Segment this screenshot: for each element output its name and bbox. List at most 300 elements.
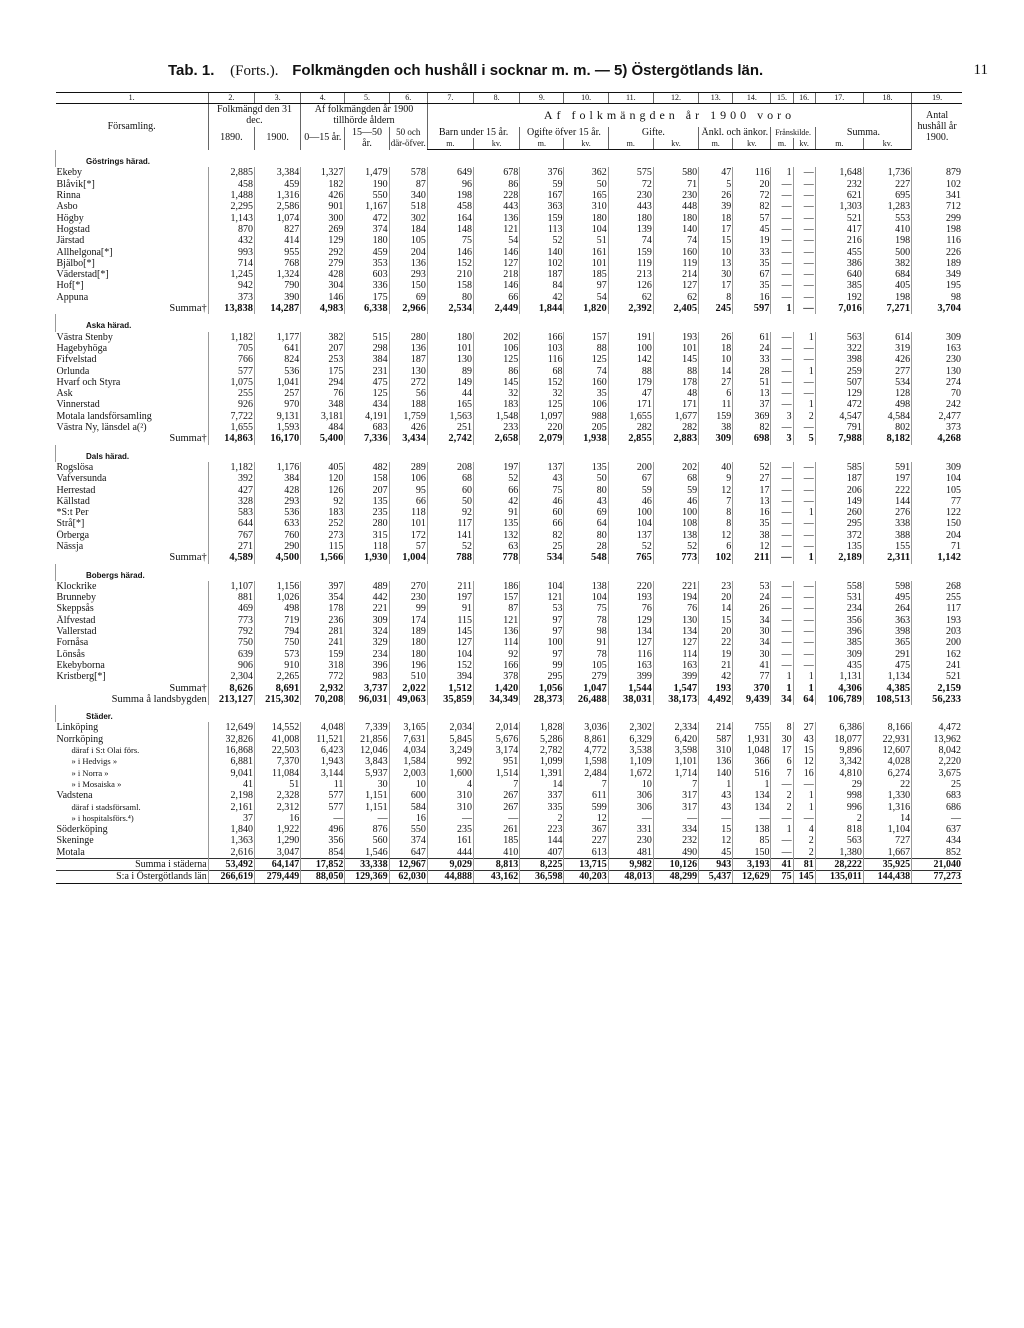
table-cell: 136 bbox=[699, 756, 733, 767]
table-cell: 396 bbox=[345, 660, 389, 671]
parish-name: Västra Ny, länsdel a(²) bbox=[56, 422, 147, 434]
table-cell: 86 bbox=[474, 366, 520, 377]
table-cell: — bbox=[793, 377, 815, 388]
table-cell: 232 bbox=[815, 179, 863, 190]
table-cell: — bbox=[771, 213, 793, 224]
table-cell: — bbox=[793, 247, 815, 258]
table-cell: 1,156 bbox=[254, 581, 300, 592]
table-cell: — bbox=[345, 813, 389, 824]
table-cell: 108 bbox=[653, 518, 698, 529]
table-cell: 392 bbox=[208, 473, 254, 484]
table-cell: 394 bbox=[427, 671, 473, 682]
table-cell: 1,714 bbox=[653, 768, 698, 779]
parish-name: Ekeby bbox=[56, 167, 83, 179]
table-row bbox=[56, 835, 963, 846]
table-cell: 21,856 bbox=[345, 734, 389, 745]
table-cell: 280 bbox=[345, 518, 389, 529]
section-heading: Städer. bbox=[56, 705, 963, 722]
table-cell: 335 bbox=[520, 802, 564, 813]
table-cell: 183 bbox=[474, 399, 520, 410]
table-cell: 46 bbox=[653, 496, 698, 507]
table-cell: 137 bbox=[520, 462, 564, 473]
table-cell: 220 bbox=[608, 581, 653, 592]
parish-name: » i Norra » bbox=[71, 767, 109, 778]
table-cell: 2 bbox=[520, 813, 564, 824]
table-cell: 146 bbox=[301, 292, 345, 303]
table-cell: 267 bbox=[474, 802, 520, 813]
table-cell: 163 bbox=[912, 343, 962, 354]
parish-name: Bjälbo[*] bbox=[56, 257, 95, 269]
table-cell: 7,271 bbox=[863, 303, 911, 314]
table-cell: 580 bbox=[653, 167, 698, 178]
table-cell: 105 bbox=[389, 235, 427, 246]
table-cell: — bbox=[771, 388, 793, 399]
table-cell: 13 bbox=[733, 388, 771, 399]
table-cell: 1 bbox=[771, 303, 793, 314]
table-cell: 647 bbox=[389, 847, 427, 859]
table-cell: 121 bbox=[474, 615, 520, 626]
table-cell: 1,134 bbox=[863, 671, 911, 682]
table-cell: 14 bbox=[863, 813, 911, 824]
table-cell: 60 bbox=[520, 507, 564, 518]
table-cell: 142 bbox=[608, 354, 653, 365]
table-cell: 115 bbox=[427, 615, 473, 626]
table-cell: 222 bbox=[863, 485, 911, 496]
table-cell: 66 bbox=[389, 496, 427, 507]
table-cell: 43,162 bbox=[474, 871, 520, 883]
table-cell: 27 bbox=[699, 377, 733, 388]
table-cell: 75 bbox=[427, 235, 473, 246]
table-cell: — bbox=[793, 422, 815, 433]
column-number: 16. bbox=[793, 93, 815, 104]
table-cell: 879 bbox=[912, 167, 962, 178]
parish-name: Klockrike bbox=[56, 580, 97, 592]
summary-row bbox=[56, 694, 963, 705]
parish-name: Ask bbox=[56, 388, 73, 400]
table-cell: 2,885 bbox=[208, 167, 254, 178]
table-cell: 319 bbox=[863, 343, 911, 354]
table-cell: 1,048 bbox=[733, 745, 771, 756]
table-cell: 47 bbox=[699, 167, 733, 178]
table-cell: 276 bbox=[863, 507, 911, 518]
table-cell: 398 bbox=[863, 626, 911, 637]
parish-name: Järstad bbox=[56, 235, 85, 247]
table-cell: 52 bbox=[520, 235, 564, 246]
table-cell: 255 bbox=[912, 592, 962, 603]
table-cell: 53,492 bbox=[208, 859, 254, 871]
table-cell: 53 bbox=[733, 581, 771, 592]
table-cell: 705 bbox=[208, 343, 254, 354]
table-cell: 102 bbox=[699, 552, 733, 563]
table-cell: 640 bbox=[815, 269, 863, 280]
table-row bbox=[56, 779, 963, 790]
table-cell: 144,438 bbox=[863, 871, 911, 883]
table-cell: 171 bbox=[653, 399, 698, 410]
table-cell: 125 bbox=[564, 354, 608, 365]
table-cell: 444 bbox=[427, 847, 473, 859]
table-cell: 29 bbox=[815, 779, 863, 790]
table-cell: 516 bbox=[733, 768, 771, 779]
table-cell: 599 bbox=[564, 802, 608, 813]
table-cell: 16 bbox=[389, 813, 427, 824]
table-row bbox=[56, 615, 963, 626]
table-cell: 1,391 bbox=[520, 768, 564, 779]
table-cell: 241 bbox=[301, 637, 345, 648]
table-cell: 3,598 bbox=[653, 745, 698, 756]
table-cell: 3,249 bbox=[427, 745, 473, 756]
table-cell: 2,265 bbox=[254, 671, 300, 682]
table-row bbox=[56, 280, 963, 291]
table-cell: 25 bbox=[520, 541, 564, 552]
table-cell: 374 bbox=[389, 835, 427, 846]
column-number: 4. bbox=[301, 93, 345, 104]
table-cell: 9,896 bbox=[815, 745, 863, 756]
table-cell: 498 bbox=[863, 399, 911, 410]
table-cell: 802 bbox=[863, 422, 911, 433]
table-cell: 678 bbox=[474, 167, 520, 178]
table-cell: 824 bbox=[254, 354, 300, 365]
table-cell: 20 bbox=[733, 179, 771, 190]
parish-name: Källstad bbox=[56, 495, 90, 507]
table-cell: — bbox=[793, 637, 815, 648]
table-cell: 213 bbox=[608, 269, 653, 280]
table-cell: — bbox=[771, 813, 793, 824]
table-cell: 26 bbox=[699, 332, 733, 343]
column-number: 2. bbox=[208, 93, 254, 104]
table-cell: 33,338 bbox=[345, 859, 389, 871]
table-cell: — bbox=[771, 592, 793, 603]
table-cell: 1,056 bbox=[520, 683, 564, 694]
table-cell: 3,047 bbox=[254, 847, 300, 859]
table-cell: 52 bbox=[733, 462, 771, 473]
table-cell: 22,503 bbox=[254, 745, 300, 756]
table-cell: 214 bbox=[699, 722, 733, 733]
table-cell: 127 bbox=[608, 637, 653, 648]
table-row bbox=[56, 541, 963, 552]
table-cell: 649 bbox=[427, 167, 473, 178]
table-cell: 498 bbox=[254, 603, 300, 614]
table-cell: 35,859 bbox=[427, 694, 473, 705]
table-cell: 2,449 bbox=[474, 303, 520, 314]
table-cell: 385 bbox=[815, 637, 863, 648]
table-cell: 230 bbox=[389, 592, 427, 603]
table-cell: 794 bbox=[254, 626, 300, 637]
table-cell: 264 bbox=[863, 603, 911, 614]
table-cell: — bbox=[771, 626, 793, 637]
table-cell: 24 bbox=[733, 592, 771, 603]
table-cell: 125 bbox=[474, 354, 520, 365]
table-cell: 21 bbox=[699, 660, 733, 671]
table-cell: 16,170 bbox=[254, 433, 300, 444]
table-cell: 598 bbox=[863, 581, 911, 592]
table-cell: 30 bbox=[733, 649, 771, 660]
table-cell: 573 bbox=[254, 649, 300, 660]
table-cell: 43 bbox=[793, 734, 815, 745]
parish-name: Fornåsa bbox=[56, 637, 89, 649]
table-cell: 136 bbox=[474, 626, 520, 637]
table-cell: 75 bbox=[564, 603, 608, 614]
table-cell: 146 bbox=[474, 247, 520, 258]
table-cell: 127 bbox=[653, 637, 698, 648]
table-cell: — bbox=[793, 269, 815, 280]
table-cell: 1,074 bbox=[254, 213, 300, 224]
table-cell: 15 bbox=[699, 615, 733, 626]
table-row bbox=[56, 343, 963, 354]
table-cell: 187 bbox=[815, 473, 863, 484]
table-cell: 19 bbox=[699, 649, 733, 660]
table-cell: 309 bbox=[345, 615, 389, 626]
table-cell: 190 bbox=[345, 179, 389, 190]
column-number: 15. bbox=[771, 93, 793, 104]
table-cell: 268 bbox=[912, 581, 962, 592]
table-cell: 329 bbox=[345, 637, 389, 648]
parish-name: Söderköping bbox=[56, 824, 108, 836]
table-cell: — bbox=[653, 813, 698, 824]
table-cell: 136 bbox=[389, 343, 427, 354]
table-cell: 97 bbox=[564, 280, 608, 291]
parish-name: Strå[*] bbox=[56, 518, 85, 530]
table-cell: 16,868 bbox=[208, 745, 254, 756]
table-cell: — bbox=[793, 541, 815, 552]
table-cell: 138 bbox=[653, 530, 698, 541]
table-cell: 7,988 bbox=[815, 433, 863, 444]
table-cell: 5,937 bbox=[345, 768, 389, 779]
table-cell: 8,691 bbox=[254, 683, 300, 694]
table-cell: — bbox=[793, 615, 815, 626]
table-cell: 119 bbox=[653, 258, 698, 269]
table-cell: 260 bbox=[815, 507, 863, 518]
table-cell: 25 bbox=[912, 779, 962, 790]
table-cell: 84 bbox=[520, 280, 564, 291]
table-cell: 121 bbox=[520, 592, 564, 603]
table-cell: 1 bbox=[793, 507, 815, 518]
table-cell: 1,938 bbox=[564, 433, 608, 444]
table-cell: — bbox=[771, 332, 793, 343]
table-cell: 282 bbox=[608, 422, 653, 433]
table-cell: 10 bbox=[608, 779, 653, 790]
table-cell: 714 bbox=[208, 258, 254, 269]
table-cell: 150 bbox=[389, 280, 427, 291]
table-cell: 310 bbox=[427, 790, 473, 801]
table-cell: 140 bbox=[653, 224, 698, 235]
table-cell: 510 bbox=[389, 671, 427, 682]
table-cell: 149 bbox=[427, 377, 473, 388]
table-cell: 5,676 bbox=[474, 734, 520, 745]
table-cell: 129,369 bbox=[345, 871, 389, 883]
table-cell: 8,182 bbox=[863, 433, 911, 444]
table-cell: 104 bbox=[564, 224, 608, 235]
table-cell: 38 bbox=[699, 422, 733, 433]
table-cell: 767 bbox=[208, 530, 254, 541]
male-header: m. bbox=[608, 138, 653, 150]
table-cell: 45 bbox=[699, 847, 733, 859]
table-cell: 74 bbox=[608, 235, 653, 246]
table-cell: 951 bbox=[474, 756, 520, 767]
table-cell: 459 bbox=[254, 179, 300, 190]
table-cell: 182 bbox=[301, 179, 345, 190]
table-cell: — bbox=[771, 399, 793, 410]
table-row bbox=[56, 824, 963, 835]
table-cell: 309 bbox=[912, 332, 962, 343]
table-cell: 306 bbox=[608, 790, 653, 801]
table-cell: 298 bbox=[345, 343, 389, 354]
table-cell: 1,563 bbox=[427, 411, 473, 422]
table-cell: — bbox=[793, 179, 815, 190]
table-cell: 16 bbox=[254, 813, 300, 824]
table-cell: 272 bbox=[389, 377, 427, 388]
header-forsamling: Församling. bbox=[107, 121, 156, 133]
table-cell: 269 bbox=[301, 224, 345, 235]
table-cell: 428 bbox=[301, 269, 345, 280]
table-cell: 378 bbox=[474, 671, 520, 682]
table-cell: 118 bbox=[389, 507, 427, 518]
table-cell: 410 bbox=[474, 847, 520, 859]
table-cell: 98 bbox=[912, 292, 962, 303]
table-cell: 356 bbox=[301, 835, 345, 846]
table-cell: 4,810 bbox=[815, 768, 863, 779]
table-cell: 18,077 bbox=[815, 734, 863, 745]
table-cell: 4,500 bbox=[254, 552, 300, 563]
table-cell: 180 bbox=[389, 649, 427, 660]
table-cell: — bbox=[771, 581, 793, 592]
table-cell: 135,011 bbox=[815, 871, 863, 883]
table-cell: 4,584 bbox=[863, 411, 911, 422]
table-cell: — bbox=[793, 779, 815, 790]
table-cell: 102 bbox=[520, 258, 564, 269]
table-cell: 54 bbox=[474, 235, 520, 246]
table-cell: 2,328 bbox=[254, 790, 300, 801]
table-cell: 207 bbox=[301, 343, 345, 354]
table-cell: 1,648 bbox=[815, 167, 863, 178]
table-cell: 4,048 bbox=[301, 722, 345, 733]
table-cell: 33 bbox=[733, 354, 771, 365]
table-cell: 8,042 bbox=[912, 745, 962, 756]
table-cell: 16 bbox=[733, 292, 771, 303]
table-cell: 12,967 bbox=[389, 859, 427, 871]
table-row bbox=[56, 399, 963, 410]
table-cell: 553 bbox=[863, 213, 911, 224]
table-cell: 367 bbox=[564, 824, 608, 835]
table-cell: 137 bbox=[608, 530, 653, 541]
parish-name: Motala landsförsamling bbox=[56, 410, 152, 422]
table-cell: — bbox=[771, 190, 793, 201]
parish-name: Hof[*] bbox=[56, 280, 84, 292]
table-cell: 536 bbox=[254, 507, 300, 518]
table-cell: 251 bbox=[427, 422, 473, 433]
table-cell: — bbox=[793, 354, 815, 365]
table-cell: 1,182 bbox=[208, 332, 254, 343]
table-cell: 155 bbox=[863, 541, 911, 552]
table-cell: 10 bbox=[699, 354, 733, 365]
table-cell: 317 bbox=[653, 790, 698, 801]
table-cell: 28,222 bbox=[815, 859, 863, 871]
table-cell: 2 bbox=[793, 835, 815, 846]
table-cell: 2,658 bbox=[474, 433, 520, 444]
table-cell: 338 bbox=[863, 518, 911, 529]
table-cell: 72 bbox=[733, 190, 771, 201]
table-cell: 4,772 bbox=[564, 745, 608, 756]
table-cell: 139 bbox=[608, 224, 653, 235]
table-cell: 105 bbox=[564, 660, 608, 671]
table-cell: 179 bbox=[608, 377, 653, 388]
table-cell: 577 bbox=[301, 790, 345, 801]
table-cell: 53 bbox=[520, 603, 564, 614]
table-cell: 1,655 bbox=[608, 411, 653, 422]
table-row bbox=[56, 507, 963, 518]
table-cell: 127 bbox=[427, 637, 473, 648]
table-cell: 32 bbox=[520, 388, 564, 399]
table-cell: 621 bbox=[815, 190, 863, 201]
table-cell: 200 bbox=[912, 637, 962, 648]
parish-name: däraf i S:t Olai förs. bbox=[71, 745, 140, 756]
table-cell: 773 bbox=[208, 615, 254, 626]
table-cell: 130 bbox=[389, 366, 427, 377]
table-cell: 768 bbox=[254, 258, 300, 269]
table-cell: 49,063 bbox=[389, 694, 427, 705]
table-cell: 87 bbox=[474, 603, 520, 614]
header-ogifte: Ogifte öfver 15 år. bbox=[520, 127, 608, 138]
table-cell: 2,534 bbox=[427, 303, 473, 314]
table-cell: 80 bbox=[564, 530, 608, 541]
table-row bbox=[56, 366, 963, 377]
parish-name: Väderstad[*] bbox=[56, 269, 109, 281]
table-cell: 304 bbox=[301, 280, 345, 291]
table-cell: 341 bbox=[912, 190, 962, 201]
header-af-folkmangden-ar: Af folkmängden år 1900 voro bbox=[427, 104, 911, 127]
table-cell: 399 bbox=[608, 671, 653, 682]
summary-row bbox=[56, 871, 963, 883]
table-cell: 405 bbox=[863, 280, 911, 291]
table-cell: 85 bbox=[733, 835, 771, 846]
table-cell: 2,220 bbox=[912, 756, 962, 767]
table-cell: 146 bbox=[474, 280, 520, 291]
table-cell: 414 bbox=[254, 235, 300, 246]
table-cell: 138 bbox=[564, 581, 608, 592]
table-cell: 2,586 bbox=[254, 201, 300, 212]
table-cell: 309 bbox=[815, 649, 863, 660]
table-cell: — bbox=[771, 343, 793, 354]
table-cell: 1,943 bbox=[301, 756, 345, 767]
table-cell: 7 bbox=[699, 496, 733, 507]
section-heading: Göstrings härad. bbox=[56, 150, 963, 168]
table-cell: 6,423 bbox=[301, 745, 345, 756]
header-antal-hushall: Antal hushåll år 1900. bbox=[912, 104, 962, 150]
table-cell: 114 bbox=[474, 637, 520, 648]
table-cell: 1,544 bbox=[608, 683, 653, 694]
table-cell: 3,675 bbox=[912, 768, 962, 779]
table-cell: 10 bbox=[699, 247, 733, 258]
table-cell: 348 bbox=[301, 399, 345, 410]
table-cell: 1,736 bbox=[863, 167, 911, 178]
table-cell: 59 bbox=[653, 485, 698, 496]
table-cell: 534 bbox=[520, 552, 564, 563]
section-heading: Aska härad. bbox=[56, 314, 963, 331]
table-cell: 66 bbox=[474, 292, 520, 303]
table-cell: 66 bbox=[474, 485, 520, 496]
table-cell: 9,029 bbox=[427, 859, 473, 871]
table-cell: 382 bbox=[301, 332, 345, 343]
table-cell: 257 bbox=[254, 388, 300, 399]
table-cell: 13,715 bbox=[564, 859, 608, 871]
header-folkmangd: Folkmängd den 31 dec. bbox=[208, 104, 300, 127]
table-cell: 340 bbox=[389, 190, 427, 201]
table-cell: — bbox=[771, 269, 793, 280]
table-cell: 790 bbox=[254, 280, 300, 291]
table-cell: 727 bbox=[863, 835, 911, 846]
table-row bbox=[56, 213, 963, 224]
table-cell: 518 bbox=[389, 201, 427, 212]
table-cell: — bbox=[793, 496, 815, 507]
